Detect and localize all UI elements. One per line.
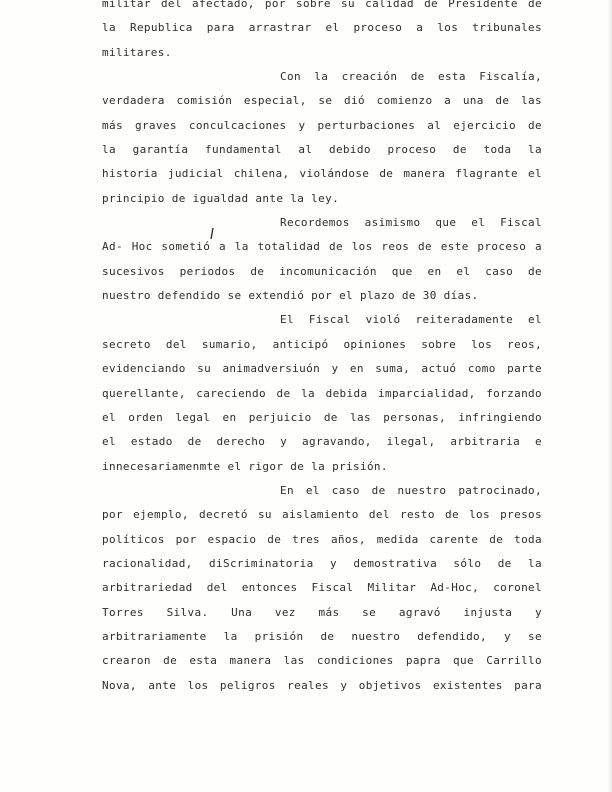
text-line-16: evidenciando su animadversiuón y en suma, actuó como parte — [102, 362, 542, 376]
text-line-3: militares. — [102, 45, 172, 59]
text-line-19: el estado de derecho y agravando, ilegal, arbitraria e — [102, 435, 542, 449]
text-line-5: verdadera comisión especial, se dió comienzo a una de las — [102, 94, 542, 108]
text-line-8: historia judicial chilena, violándose de manera flagrante el — [102, 167, 542, 181]
text-line-21: En el caso de nuestro patrocinado, — [280, 483, 542, 497]
text-line-2: la Republica para arrastrar el proceso a los tribunales — [102, 21, 542, 35]
text-line-10: Recordemos asimismo que el Fiscal — [280, 216, 542, 230]
text-line-11: Ad- Hoc sometió a la totalidad de los reos de este proceso a — [102, 240, 542, 254]
text-line-29: Nova, ante los peligros reales y objetivos existentes para — [102, 678, 542, 692]
page-edge — [608, 0, 612, 792]
text-line-1: militar del afectado, por sobre su calidad de Presidente de — [102, 0, 542, 10]
text-line-14: El Fiscal violó reiteradamente el — [280, 313, 542, 327]
text-line-20: innecesariamenmte el rigor de la prisión. — [102, 459, 388, 473]
text-line-6: más graves conculcaciones y perturbaciones al ejercicio de — [102, 118, 542, 132]
text-line-26: Torres Silva. Una vez más se agravó injusta y — [102, 605, 542, 619]
text-line-23: políticos por espacio de tres años, medida carente de toda — [102, 532, 542, 546]
text-line-24: racionalidad, diScriminatoria y demostrativa sólo de la — [102, 556, 542, 570]
text-line-28: crearon de esta manera las condiciones papra que Carrillo — [102, 654, 542, 668]
pen-tick-mark — [209, 227, 215, 241]
text-line-4: Con la creación de esta Fiscalía, — [280, 70, 542, 84]
text-line-22: por ejemplo, decretó su aislamiento del resto de los presos — [102, 508, 542, 522]
text-line-18: el orden legal en perjuicio de las personas, infringiendo — [102, 410, 542, 424]
text-line-15: secreto del sumario, anticipó opiniones sobre los reos, — [102, 337, 542, 351]
text-line-9: principio de igualdad ante la ley. — [102, 191, 340, 205]
text-line-7: la garantía fundamental al debido proceso de toda la — [102, 143, 542, 157]
text-line-12: sucesivos periodos de incomunicación que en el caso de — [102, 264, 542, 278]
text-line-13: nuestro defendido se extendió por el plazo de 30 días. — [102, 289, 479, 303]
text-line-17: querellante, careciendo de la debida imparcialidad, forzando — [102, 386, 542, 400]
document-body — [102, 0, 542, 698]
text-line-25: arbitrariedad del entonces Fiscal Militar Ad-Hoc, coronel — [102, 581, 542, 595]
text-line-27: arbitrariamente la prisión de nuestro defendido, y se — [102, 629, 542, 643]
